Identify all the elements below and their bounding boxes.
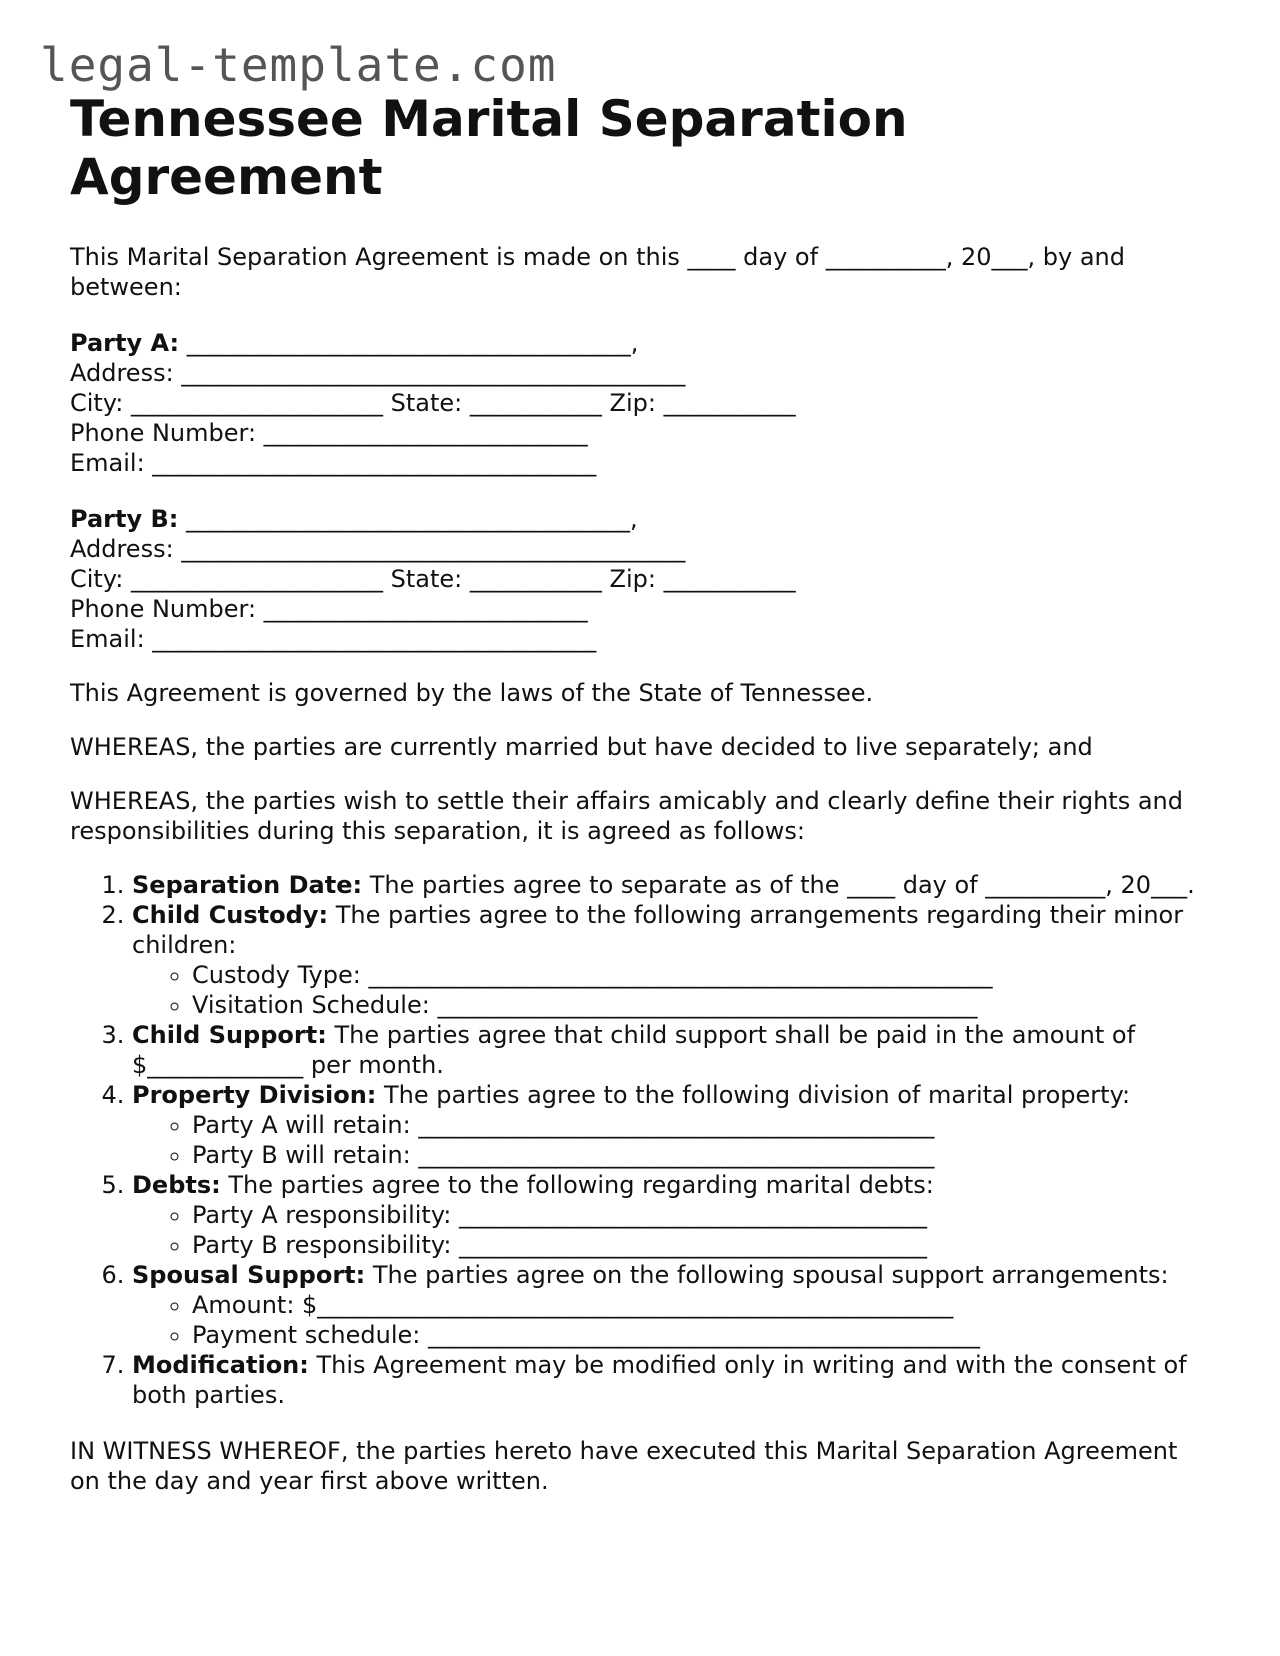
watermark: legal-template.com — [40, 38, 557, 92]
term-separation-date — [132, 870, 1210, 900]
party-a-phone: Phone Number: ___________________________ — [70, 419, 588, 447]
term-label: Modification: — [132, 1351, 309, 1379]
term-label: Separation Date: — [132, 871, 363, 899]
document-page — [70, 90, 1210, 1496]
sub-list — [132, 1110, 1210, 1170]
party-a-label: Party A: — [70, 329, 180, 357]
page-title: Tennessee Marital Separation Agreement — [70, 90, 908, 206]
party-a-city-state-zip: City: _____________________ State: ___________ Zip: ___________ — [70, 389, 796, 417]
governing-law-paragraph: This Agreement is governed by the laws of the State of Tennessee. — [70, 679, 874, 707]
sub-item-visitation-schedule: ◦ Visitation Schedule: _____________________________________________ — [192, 990, 1210, 1020]
term-label: Child Custody: — [132, 901, 329, 929]
term-spousal-support — [132, 1260, 1210, 1350]
party-a-name-line — [70, 328, 1210, 358]
party-b-address: Address: __________________________________________ — [70, 535, 686, 563]
whereas-paragraph-2: WHEREAS, the parties wish to settle their affairs amicably and clearly define their rights and responsibilities during this separation, it is agreed as follows: — [70, 787, 1183, 845]
party-b-name-line — [70, 504, 1210, 534]
intro-paragraph: This Marital Separation Agreement is made on this ____ day of __________, 20___, by and between: — [70, 243, 1125, 301]
term-label: Spousal Support: — [132, 1261, 366, 1289]
term-text: The parties agree to separate as of the ____ day of __________, 20___. — [362, 871, 1195, 899]
party-b-block — [70, 504, 1210, 654]
term-label: Debts: — [132, 1171, 221, 1199]
party-b-email: Email: _____________________________________ — [70, 625, 597, 653]
term-child-custody — [132, 900, 1210, 1020]
sub-item-party-b-responsibility: ◦ Party B responsibility: _______________________________________ — [192, 1230, 1210, 1260]
term-text: The parties agree on the following spousal support arrangements: — [365, 1261, 1169, 1289]
party-b-phone: Phone Number: ___________________________ — [70, 595, 588, 623]
term-modification — [132, 1350, 1210, 1410]
sub-list — [132, 1200, 1210, 1260]
party-b-name-blank: _____________________________________, — [178, 505, 638, 533]
term-property-division — [132, 1080, 1210, 1170]
party-b-label: Party B: — [70, 505, 179, 533]
party-a-name-blank: _____________________________________, — [179, 329, 639, 357]
sub-item-party-b-retain: ◦ Party B will retain: ___________________________________________ — [192, 1140, 1210, 1170]
sub-list — [132, 960, 1210, 1020]
sub-item-party-a-responsibility: ◦ Party A responsibility: _______________________________________ — [192, 1200, 1210, 1230]
sub-list — [132, 1290, 1210, 1350]
party-a-block — [70, 328, 1210, 478]
term-text: The parties agree that child support shall be paid in the amount of $_____________ per month. — [132, 1021, 1136, 1079]
term-text: The parties agree to the following regarding marital debts: — [220, 1171, 934, 1199]
whereas-paragraph-1: WHEREAS, the parties are currently married but have decided to live separately; and — [70, 733, 1093, 761]
sub-item-amount: ◦ Amount: $_____________________________________________________ — [192, 1290, 1210, 1320]
term-text: The parties agree to the following arrangements regarding their minor children: — [132, 901, 1184, 959]
term-text: This Agreement may be modified only in writing and with the consent of both parties. — [132, 1351, 1187, 1409]
term-label: Child Support: — [132, 1021, 327, 1049]
term-child-support — [132, 1020, 1210, 1080]
sub-item-payment-schedule: ◦ Payment schedule: ______________________________________________ — [192, 1320, 1210, 1350]
terms-list — [70, 870, 1210, 1410]
party-b-city-state-zip: City: _____________________ State: ___________ Zip: ___________ — [70, 565, 796, 593]
party-a-email: Email: _____________________________________ — [70, 449, 597, 477]
term-text: The parties agree to the following division of marital property: — [376, 1081, 1131, 1109]
term-debts — [132, 1170, 1210, 1260]
sub-item-party-a-retain: ◦ Party A will retain: ___________________________________________ — [192, 1110, 1210, 1140]
party-a-address: Address: __________________________________________ — [70, 359, 686, 387]
witness-paragraph: IN WITNESS WHEREOF, the parties hereto have executed this Marital Separation Agreement on the day and year first above written. — [70, 1437, 1178, 1495]
sub-item-custody-type: ◦ Custody Type: ____________________________________________________ — [192, 960, 1210, 990]
term-label: Property Division: — [132, 1081, 377, 1109]
